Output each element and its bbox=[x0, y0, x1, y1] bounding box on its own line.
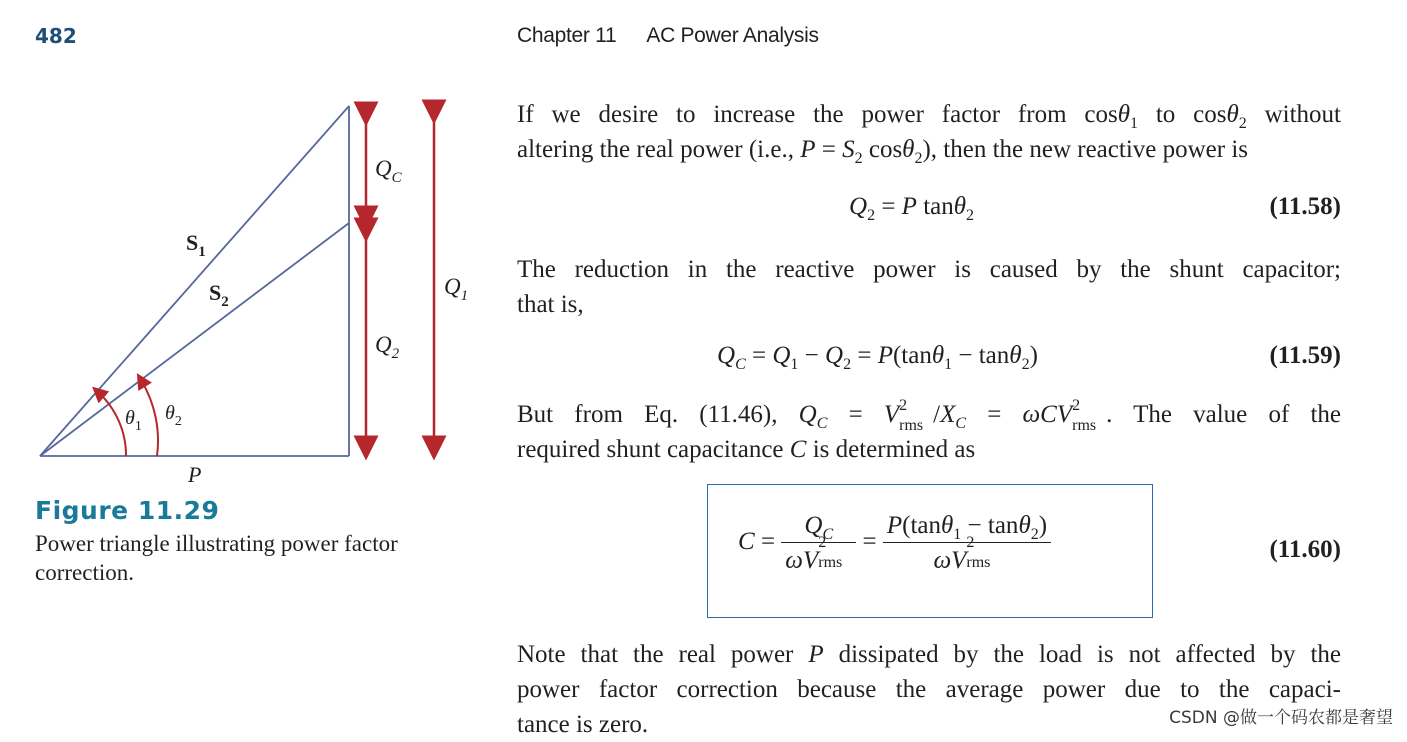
para4-line2: power factor correction because the average power due to the capaci- bbox=[517, 676, 1341, 703]
theta2-arc bbox=[141, 380, 158, 456]
watermark: CSDN @做一个码农都是奢望 bbox=[1169, 708, 1393, 728]
running-head bbox=[517, 24, 819, 48]
para2-line2: that is, bbox=[517, 291, 584, 318]
fraction-p-tan-over-omega-v: P(tanθ$_1$ − tanθ$_2$) ωV 2 rms bbox=[883, 512, 1051, 575]
label-s1: $S_1$ bbox=[186, 230, 206, 260]
page-number: 482 bbox=[35, 24, 77, 48]
label-p: P bbox=[188, 462, 202, 487]
label-q1: $Q_1$ bbox=[444, 274, 469, 304]
s2-hypotenuse bbox=[40, 223, 349, 456]
paragraph-3 bbox=[517, 397, 1341, 467]
chapter-number: Chapter 11 bbox=[517, 24, 617, 47]
label-s2: $S_2$ bbox=[209, 280, 229, 310]
power-triangle-diagram bbox=[0, 90, 500, 490]
equation-11-59: $Q_C = Q_1 - Q_2 = P(\tan\theta_1 - \tan\theta_2)$ bbox=[717, 342, 1038, 373]
para1-line2: altering the real power (i.e., $P = S_2$ cosθ$_2$), then the new reactive power is bbox=[517, 136, 1249, 167]
figure-caption: Power triangle illustrating power factor correction. bbox=[35, 531, 398, 585]
label-qc: $Q_C$ bbox=[375, 156, 402, 186]
para4-line1: Note that the real power P dissipated by the load is not affected by the bbox=[517, 641, 1341, 668]
s1-hypotenuse bbox=[40, 106, 349, 456]
equation-number-11-58: (11.58) bbox=[1269, 193, 1341, 220]
fraction-qc-over-omega-v: $Q_C$ ωV 2 rms bbox=[781, 512, 856, 575]
para4-line3: tance is zero. bbox=[517, 711, 649, 738]
para2-line1: The reduction in the reactive power is caused by the shunt capacitor; bbox=[517, 256, 1341, 283]
figure-label: Figure 11.29 bbox=[35, 496, 220, 525]
para1-line1: If we desire to increase the power factor from cosθ$_1$ to cosθ$_2$ without bbox=[517, 101, 1341, 132]
equation-11-60: C = $Q_C$ ωV 2 rms = P(tanθ$_1$ − tanθ$_2$) ωV 2 rms bbox=[738, 512, 1051, 575]
label-theta2: $\theta_2$ bbox=[165, 402, 182, 429]
paragraph-2 bbox=[517, 252, 1341, 322]
para3-line1: But from Eq. (11.46), $Q_C = V$ 2 rms $/X_C = \omega CV$ 2 rms . The value of the bbox=[517, 397, 1341, 434]
para3-line2: required shunt capacitance C is determined as bbox=[517, 436, 976, 463]
equation-number-11-60: (11.60) bbox=[1269, 536, 1341, 563]
label-theta1: $\theta_1$ bbox=[125, 407, 142, 434]
chapter-title: AC Power Analysis bbox=[646, 24, 819, 47]
paragraph-1 bbox=[517, 97, 1341, 167]
equation-11-58: $Q_2 = P$ tanθ$_2$ bbox=[849, 193, 975, 224]
equation-number-11-59: (11.59) bbox=[1269, 342, 1341, 369]
label-q2: $Q_2$ bbox=[375, 332, 400, 362]
